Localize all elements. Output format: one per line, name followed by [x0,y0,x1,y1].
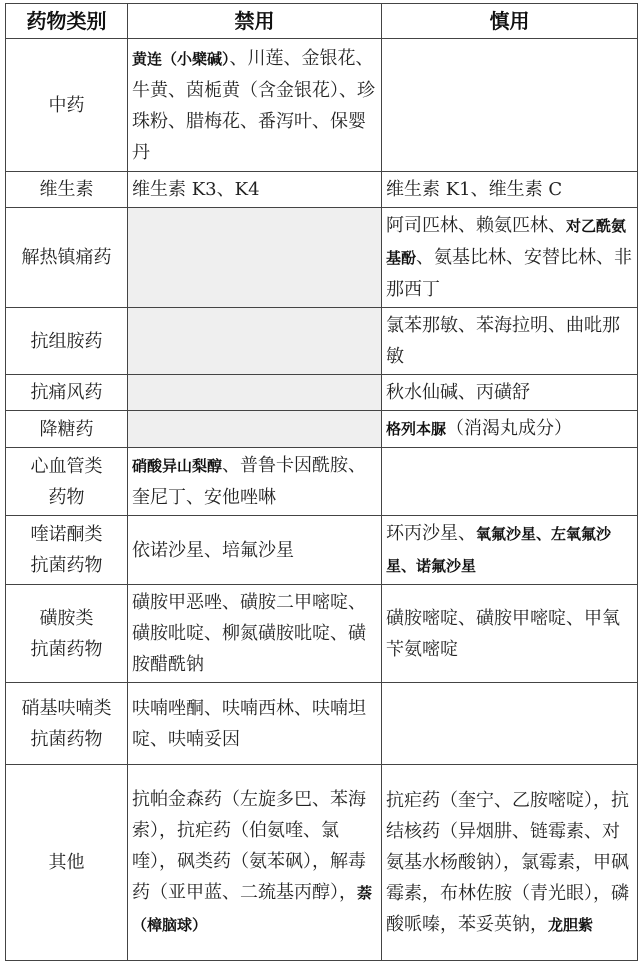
drug-text: 、普鲁卡因酰胺、奎尼丁、安他唑啉 [132,455,367,508]
table-row [6,208,638,308]
bold-drug: 龙胆紫 [548,915,594,934]
caution-cell [382,411,638,448]
drug-text: 抗疟药（奎宁、乙胺嘧啶），抗结核药（异烟肼、链霉素、对氨基水杨酸钠），氯霉素，甲砜霉素，布林佐胺（青光眼），磷酸哌嗪，苯妥英钠， [386,789,629,935]
drug-text: 环丙沙星、 [386,523,476,544]
category-cell: 抗痛风药 [6,375,128,411]
forbidden-cell: 依诺沙星、培氟沙星 [128,516,382,585]
caution-cell: 氯苯那敏、苯海拉明、曲吡那敏 [382,308,638,375]
forbidden-cell [128,765,382,961]
category-line: 抗菌药物 [30,555,103,576]
category-line: 抗菌药物 [30,638,103,660]
bold-drug: 格列本脲 [386,420,447,438]
caution-cell [382,765,638,961]
forbidden-cell: 维生素 K3、K4 [128,172,382,208]
category-line: 药物 [48,486,85,508]
category-cell: 维生素 [6,172,128,208]
header-row [6,4,638,39]
category-cell: 降糖药 [6,411,128,448]
bold-drug: 萘（樟脑球） [132,884,373,934]
forbidden-cell [128,375,382,411]
table-row [6,411,638,448]
table-row [6,39,638,172]
category-line: 磺胺类 [39,607,94,629]
category-line: 抗菌药物 [30,728,103,750]
caution-cell: 维生素 K1、维生素 C [382,172,638,208]
table-row [6,516,638,585]
table-row [6,308,638,375]
category-cell: 解热镇痛药 [6,208,128,308]
forbidden-cell [128,448,382,516]
forbidden-cell [128,208,382,308]
header-caution: 慎用 [382,4,638,39]
category-cell: 其他 [6,765,128,961]
category-cell [6,683,128,765]
drug-text: 阿司匹林、赖氨匹林、 [386,215,566,236]
forbidden-cell: 呋喃唑酮、呋喃西林、呋喃坦啶、呋喃妥因 [128,683,382,765]
forbidden-cell [128,308,382,375]
header-category: 药物类别 [6,4,128,39]
table-row [6,448,638,516]
bold-drug: 对乙酰氨基酚 [386,217,627,267]
caution-cell [382,208,638,308]
forbidden-cell [128,39,382,172]
drug-text: （消渴丸成分） [446,418,573,439]
caution-cell [382,39,638,172]
category-cell: 中药 [6,39,128,172]
bold-drug: 黄连（小檗碱） [132,49,230,68]
forbidden-cell: 磺胺甲恶唑、磺胺二甲嘧啶、磺胺吡啶、柳氮磺胺吡啶、磺胺醋酰钠 [128,585,382,683]
drug-text: 抗帕金森药（左旋多巴、苯海索），抗疟药（伯氨喹、氯喹），砜类药（氨苯砜），解毒药（亚甲蓝、二巯基丙醇）， [132,789,366,903]
drug-text: 、氨基比林、安替比林、非那西丁 [386,247,633,300]
forbidden-cell [128,411,382,448]
table-row [6,765,638,961]
caution-cell: 磺胺嘧啶、磺胺甲嘧啶、甲氧苄氨嘧啶 [382,585,638,683]
table-row [6,172,638,208]
caution-cell [382,516,638,585]
drug-contraindication-table [5,3,638,961]
caution-cell: 秋水仙碱、丙磺舒 [382,375,638,411]
drug-text: 、川莲、金银花、牛黄、茵栀黄（含金银花）、珍珠粉、腊梅花、番泻叶、保婴丹 [132,47,375,163]
category-line: 心血管类 [30,455,103,477]
bold-drug: 氧氟沙星、左氧氟沙星、诺氟沙星 [386,525,612,575]
category-line: 喹诺酮类 [30,524,103,545]
table-row [6,683,638,765]
category-line: 硝基呋喃类 [21,697,112,719]
caution-cell [382,448,638,516]
header-forbidden: 禁用 [128,4,382,39]
bold-drug: 硝酸异山梨醇 [132,457,223,475]
table-row [6,585,638,683]
category-cell [6,516,128,585]
caution-cell [382,683,638,765]
category-cell: 抗组胺药 [6,308,128,375]
category-cell [6,448,128,516]
table-row [6,375,638,411]
category-cell [6,585,128,683]
